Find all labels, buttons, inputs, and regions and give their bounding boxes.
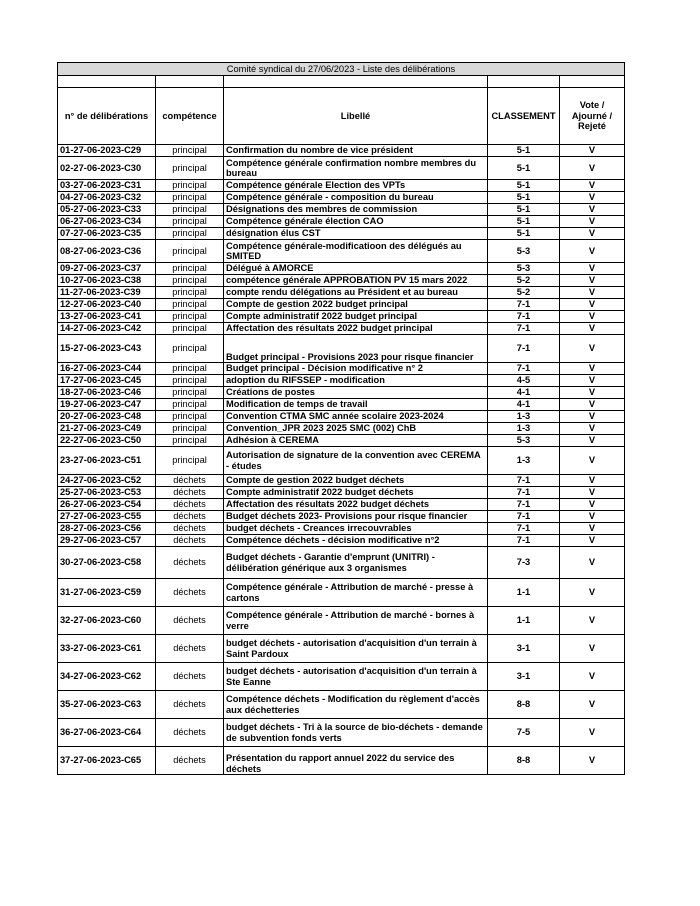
libelle-cell: Compte administratif 2022 budget principal [224,311,488,323]
table-row [58,719,625,747]
classement-cell: 4-1 [488,387,560,399]
deliberation-number: 34-27-06-2023-C62 [58,663,156,691]
table-row [58,435,625,447]
table-row [58,311,625,323]
libelle-cell: Délégué à AMORCE [224,263,488,275]
deliberation-number: 10-27-06-2023-C38 [58,275,156,287]
vote-cell: V [560,240,625,263]
vote-cell: V [560,311,625,323]
classement-cell: 7-3 [488,547,560,579]
classement-cell: 7-1 [488,335,560,363]
table-row [58,747,625,775]
competence-cell: principal [156,323,224,335]
deliberation-number: 30-27-06-2023-C58 [58,547,156,579]
competence-cell: principal [156,363,224,375]
competence-cell: principal [156,423,224,435]
libelle-cell: adoption du RIFSSEP - modification [224,375,488,387]
classement-cell: 5-2 [488,275,560,287]
table-row [58,240,625,263]
libelle-cell: désignation élus CST [224,228,488,240]
competence-cell: principal [156,311,224,323]
vote-cell: V [560,263,625,275]
libelle-cell: Compétence générale - composition du bureau [224,192,488,204]
vote-cell: V [560,387,625,399]
table-row [58,263,625,275]
deliberation-number: 13-27-06-2023-C41 [58,311,156,323]
libelle-cell: Créations de postes [224,387,488,399]
competence-cell: déchets [156,635,224,663]
vote-cell: V [560,579,625,607]
libelle-cell: Compte de gestion 2022 budget déchets [224,475,488,487]
header-classement: CLASSEMENT [488,88,560,145]
classement-cell: 5-1 [488,180,560,192]
deliberation-number: 22-27-06-2023-C50 [58,435,156,447]
competence-cell: principal [156,240,224,263]
vote-cell: V [560,747,625,775]
table-row [58,511,625,523]
competence-cell: principal [156,145,224,157]
deliberation-number: 11-27-06-2023-C39 [58,287,156,299]
classement-cell: 8-8 [488,747,560,775]
vote-cell: V [560,157,625,180]
table-row [58,487,625,499]
competence-cell: déchets [156,487,224,499]
competence-cell: déchets [156,663,224,691]
spacer-row [58,76,625,88]
table-row [58,447,625,475]
classement-cell: 7-1 [488,363,560,375]
deliberation-number: 12-27-06-2023-C40 [58,299,156,311]
vote-cell: V [560,475,625,487]
table-row [58,335,625,363]
libelle-cell: Budget déchets - Garantie d'emprunt (UNITRI) - délibération générique aux 3 organismes [224,547,488,579]
competence-cell: principal [156,157,224,180]
competence-cell: déchets [156,579,224,607]
vote-cell: V [560,299,625,311]
vote-cell: V [560,204,625,216]
classement-cell: 4-5 [488,375,560,387]
vote-cell: V [560,192,625,204]
deliberation-number: 26-27-06-2023-C54 [58,499,156,511]
vote-cell: V [560,275,625,287]
table-row [58,387,625,399]
competence-cell: principal [156,411,224,423]
table-row [58,375,625,387]
table-row [58,423,625,435]
table-row [58,499,625,511]
table-row [58,180,625,192]
table-row [58,399,625,411]
classement-cell: 5-1 [488,228,560,240]
competence-cell: principal [156,387,224,399]
classement-cell: 7-1 [488,487,560,499]
table-row [58,535,625,547]
table-row [58,287,625,299]
table-row [58,691,625,719]
deliberations-table [57,62,625,775]
deliberation-number: 27-27-06-2023-C55 [58,511,156,523]
libelle-cell: Adhésion à CEREMA [224,435,488,447]
deliberation-number: 24-27-06-2023-C52 [58,475,156,487]
classement-cell: 8-8 [488,691,560,719]
table-row [58,228,625,240]
competence-cell: principal [156,435,224,447]
deliberation-number: 07-27-06-2023-C35 [58,228,156,240]
libelle-cell: Compétence générale - Attribution de marché - bornes à verre [224,607,488,635]
vote-cell: V [560,691,625,719]
vote-cell: V [560,447,625,475]
classement-cell: 5-3 [488,435,560,447]
header-libelle: Libellé [224,88,488,145]
table-row [58,275,625,287]
classement-cell: 7-1 [488,311,560,323]
vote-cell: V [560,719,625,747]
libelle-cell: Compétence générale Election des VPTs [224,180,488,192]
table-row [58,363,625,375]
deliberation-number: 05-27-06-2023-C33 [58,204,156,216]
competence-cell: déchets [156,547,224,579]
deliberation-number: 25-27-06-2023-C53 [58,487,156,499]
libelle-cell: Compte administratif 2022 budget déchets [224,487,488,499]
deliberation-number: 35-27-06-2023-C63 [58,691,156,719]
competence-cell: principal [156,263,224,275]
classement-cell: 1-1 [488,607,560,635]
table-row [58,523,625,535]
vote-cell: V [560,145,625,157]
header-numero: n° de délibérations [58,88,156,145]
vote-cell: V [560,423,625,435]
competence-cell: principal [156,335,224,363]
deliberation-number: 02-27-06-2023-C30 [58,157,156,180]
deliberation-number: 17-27-06-2023-C45 [58,375,156,387]
vote-cell: V [560,399,625,411]
table-title-row [58,63,625,76]
competence-cell: principal [156,275,224,287]
deliberation-number: 31-27-06-2023-C59 [58,579,156,607]
libelle-cell: Budget déchets 2023- Provisions pour risque financier [224,511,488,523]
table-row [58,547,625,579]
classement-cell: 1-3 [488,411,560,423]
deliberation-number: 23-27-06-2023-C51 [58,447,156,475]
deliberation-number: 28-27-06-2023-C56 [58,523,156,535]
competence-cell: principal [156,399,224,411]
deliberations-sheet [57,62,624,775]
competence-cell: déchets [156,607,224,635]
table-row [58,323,625,335]
libelle-cell: Convention_JPR 2023 2025 SMC (002) ChB [224,423,488,435]
libelle-cell: Affectation des résultats 2022 budget principal [224,323,488,335]
deliberation-number: 21-27-06-2023-C49 [58,423,156,435]
libelle-cell: budget déchets - autorisation d'acquisition d'un terrain à Saint Pardoux [224,635,488,663]
libelle-cell: Confirmation du nombre de vice président [224,145,488,157]
deliberation-number: 29-27-06-2023-C57 [58,535,156,547]
vote-cell: V [560,535,625,547]
libelle-cell: Compétence générale - Attribution de marché - presse à cartons [224,579,488,607]
classement-cell: 7-1 [488,511,560,523]
vote-cell: V [560,499,625,511]
vote-cell: V [560,487,625,499]
vote-cell: V [560,523,625,535]
deliberation-number: 19-27-06-2023-C47 [58,399,156,411]
vote-cell: V [560,375,625,387]
deliberation-number: 36-27-06-2023-C64 [58,719,156,747]
classement-cell: 1-1 [488,579,560,607]
classement-cell: 3-1 [488,635,560,663]
vote-cell: V [560,663,625,691]
libelle-cell: Compétence déchets - décision modificative n°2 [224,535,488,547]
libelle-cell: compétence générale APPROBATION PV 15 mars 2022 [224,275,488,287]
classement-cell: 5-2 [488,287,560,299]
classement-cell: 7-1 [488,499,560,511]
libelle-cell: Autorisation de signature de la convention avec CEREMA - études [224,447,488,475]
classement-cell: 7-1 [488,475,560,487]
table-row [58,663,625,691]
header-vote: Vote / Ajourné / Rejeté [560,88,625,145]
libelle-cell: budget déchets - Creances irrecouvrables [224,523,488,535]
deliberation-number: 16-27-06-2023-C44 [58,363,156,375]
competence-cell: principal [156,375,224,387]
classement-cell: 7-1 [488,323,560,335]
competence-cell: déchets [156,747,224,775]
deliberation-number: 08-27-06-2023-C36 [58,240,156,263]
competence-cell: principal [156,204,224,216]
table-title: Comité syndical du 27/06/2023 - Liste des délibérations [58,63,625,76]
libelle-cell: Convention CTMA SMC année scolaire 2023-2024 [224,411,488,423]
competence-cell: principal [156,299,224,311]
classement-cell: 5-1 [488,157,560,180]
classement-cell: 7-1 [488,523,560,535]
classement-cell: 1-3 [488,447,560,475]
table-row [58,635,625,663]
deliberation-number: 14-27-06-2023-C42 [58,323,156,335]
libelle-cell: Présentation du rapport annuel 2022 du service des déchets [224,747,488,775]
deliberation-number: 09-27-06-2023-C37 [58,263,156,275]
libelle-cell: Compétence déchets - Modification du règlement d'accès aux déchetteries [224,691,488,719]
table-row [58,145,625,157]
vote-cell: V [560,228,625,240]
classement-cell: 5-1 [488,145,560,157]
vote-cell: V [560,363,625,375]
vote-cell: V [560,287,625,299]
competence-cell: déchets [156,535,224,547]
competence-cell: déchets [156,719,224,747]
vote-cell: V [560,411,625,423]
deliberation-number: 37-27-06-2023-C65 [58,747,156,775]
libelle-cell: Budget principal - Décision modificative n° 2 [224,363,488,375]
table-row [58,157,625,180]
deliberation-number: 01-27-06-2023-C29 [58,145,156,157]
table-row [58,204,625,216]
table-row [58,192,625,204]
deliberation-number: 33-27-06-2023-C61 [58,635,156,663]
vote-cell: V [560,323,625,335]
libelle-cell: Affectation des résultats 2022 budget déchets [224,499,488,511]
deliberation-number: 06-27-06-2023-C34 [58,216,156,228]
vote-cell: V [560,180,625,192]
vote-cell: V [560,635,625,663]
classement-cell: 7-1 [488,299,560,311]
libelle-cell: compte rendu délégations au Président et au bureau [224,287,488,299]
deliberation-number: 03-27-06-2023-C31 [58,180,156,192]
table-row [58,475,625,487]
classement-cell: 1-3 [488,423,560,435]
libelle-cell: Compétence générale élection CAO [224,216,488,228]
table-row [58,299,625,311]
competence-cell: déchets [156,691,224,719]
libelle-cell: Compétence générale confirmation nombre membres du bureau [224,157,488,180]
competence-cell: déchets [156,499,224,511]
competence-cell: déchets [156,511,224,523]
competence-cell: principal [156,287,224,299]
table-row [58,216,625,228]
classement-cell: 5-3 [488,263,560,275]
table-row [58,607,625,635]
libelle-cell: Désignations des membres de commission [224,204,488,216]
competence-cell: déchets [156,475,224,487]
header-competence: compétence [156,88,224,145]
classement-cell: 5-1 [488,216,560,228]
competence-cell: principal [156,180,224,192]
competence-cell: principal [156,216,224,228]
competence-cell: principal [156,447,224,475]
table-row [58,411,625,423]
libelle-cell: Modification de temps de travail [224,399,488,411]
vote-cell: V [560,216,625,228]
deliberation-number: 18-27-06-2023-C46 [58,387,156,399]
deliberation-number: 04-27-06-2023-C32 [58,192,156,204]
competence-cell: principal [156,192,224,204]
classement-cell: 5-1 [488,204,560,216]
vote-cell: V [560,435,625,447]
vote-cell: V [560,607,625,635]
libelle-cell: Compétence générale-modificatioon des délégués au SMITED [224,240,488,263]
classement-cell: 5-3 [488,240,560,263]
classement-cell: 3-1 [488,663,560,691]
competence-cell: principal [156,228,224,240]
table-row [58,579,625,607]
libelle-cell: Budget principal - Provisions 2023 pour risque financier [224,335,488,363]
libelle-cell: Compte de gestion 2022 budget principal [224,299,488,311]
header-row [58,88,625,145]
classement-cell: 7-5 [488,719,560,747]
vote-cell: V [560,511,625,523]
libelle-cell: budget déchets - autorisation d'acquisition d'un terrain à Ste Eanne [224,663,488,691]
classement-cell: 4-1 [488,399,560,411]
libelle-cell: budget déchets - Tri à la source de bio-déchets - demande de subvention fonds verts [224,719,488,747]
deliberation-number: 20-27-06-2023-C48 [58,411,156,423]
deliberation-number: 15-27-06-2023-C43 [58,335,156,363]
classement-cell: 5-1 [488,192,560,204]
vote-cell: V [560,335,625,363]
classement-cell: 7-1 [488,535,560,547]
deliberation-number: 32-27-06-2023-C60 [58,607,156,635]
competence-cell: déchets [156,523,224,535]
vote-cell: V [560,547,625,579]
